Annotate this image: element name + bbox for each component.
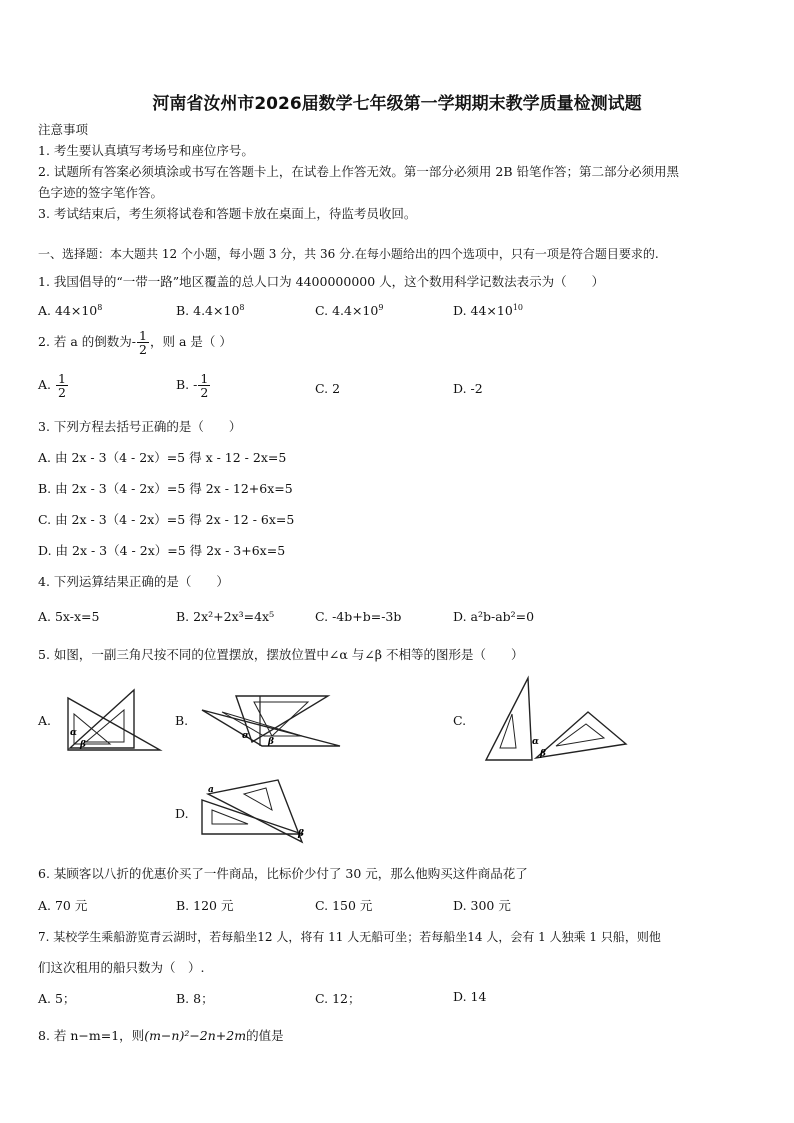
q5-option-c-label: C. [453,713,467,728]
q5-option-d-label: D. [175,806,189,821]
q7-stem-line1: 7. 某校学生乘船游览青云湖时，若每船坐12 人，将有 11 人无船可坐；若每船坐14 人，会有 1 人独乘 1 只船，则他 [38,930,661,944]
q4-option-a: A. 5x-x=5 [38,609,100,624]
q7-option-a: A. 5； [38,991,76,1006]
q1-option-c: C. $4.4\times 10^9$ [315,303,384,319]
q7-option-c: C. 12； [315,991,361,1006]
notice-item-3: 3. 考试结束后，考生须将试卷和答题卡放在桌面上，待监考员收回。 [38,206,417,221]
q6-stem: 6. 某顾客以八折的优惠价买了一件商品，比标价少付了 30 元，那么他购买这件商品花了 [38,866,528,881]
q5-option-b-label: B. [175,713,189,728]
q4-option-c: C. -4b+b=-3b [315,609,402,624]
notice-item-1: 1. 考生要认真填写考场号和座位序号。 [38,143,254,158]
q6-option-b: B. 120 元 [176,898,234,913]
q8-expression: (m−n)²−2n+2m [144,1028,247,1043]
notice-item-2-cont: 色字迹的签字笔作答。 [38,185,164,200]
q2-stem: 2. 若 a 的倒数为- $\frac{1}{2}$ ，则 a 是（ ） [38,328,232,357]
q2-option-c: C. 2 [315,381,341,396]
q5-option-a-label: A. [38,713,52,728]
q4-option-b: B. 2x²+2x³=4x⁵ [176,609,275,624]
q7-option-d: D. 14 [453,989,487,1004]
q7-option-b: B. 8； [176,991,214,1006]
q5-a-alpha: α [70,728,77,738]
q3-stem: 3. 下列方程去括号正确的是（ ） [38,419,242,434]
q6-option-a: A. 70 元 [38,898,88,913]
q1-option-a: A. $44\times 10^8$ [38,303,103,319]
q5-figure-a [60,686,166,756]
q5-figure-c [480,674,630,766]
q5-stem: 5. 如图，一副三角尺按不同的位置摆放，摆放位置中∠α 与∠β 不相等的图形是（ ） [38,647,524,662]
q1-stem: 1. 我国倡导的“一带一路”地区覆盖的总人口为 4400000000 人，这个数用科学记数法表示为（ ） [38,274,605,289]
notice-item-2: 2. 试题所有答案必须填涂或书写在答题卡上，在试卷上作答无效。第一部分必须用 2B 铅笔作答；第二部分必须用黑 [38,164,679,179]
q3-option-c: C. 由 2x - 3（4 - 2x）=5 得 2x - 12 - 6x=5 [38,512,295,527]
q2-option-b: B. - $\frac{1}{2}$ [176,371,209,400]
q2-option-d: D. -2 [453,381,483,396]
q5-figure-b [198,690,344,750]
q6-option-d: D. 300 元 [453,898,511,913]
q3-option-b: B. 由 2x - 3（4 - 2x）=5 得 2x - 12+6x=5 [38,481,293,496]
q1-option-b: B. $4.4\times 10^8$ [176,303,245,319]
q5-d-beta: β [298,829,304,839]
q7-stem-line2: 们这次租用的船只数为（ ）. [38,960,205,975]
q5-figure-d [198,778,318,848]
q5-a-beta: β [80,740,86,750]
section-heading: 一、选择题：本大题共 12 个小题，每小题 3 分，共 36 分.在每小题给出的四个选项中，只有一项是符合题目要求的. [38,247,659,261]
q8-stem: 8. 若 n−m=1，则(m−n)²−2n+2m的值是 [38,1028,284,1043]
q5-b-beta: β [268,737,274,747]
q5-c-beta: β [540,749,546,759]
q5-b-alpha: α [242,731,249,741]
q3-option-a: A. 由 2x - 3（4 - 2x）=5 得 x - 12 - 2x=5 [38,450,287,465]
q3-option-d: D. 由 2x - 3（4 - 2x）=5 得 2x - 3+6x=5 [38,543,286,558]
q6-option-c: C. 150 元 [315,898,373,913]
q5-c-alpha: α [532,737,539,747]
notice-heading: 注意事项 [38,122,89,137]
page-title: 河南省汝州市2026届数学七年级第一学期期末教学质量检测试题 [152,94,642,114]
q2-fraction: $\frac{1}{2}$ [139,328,147,357]
q4-option-d: D. a²b-ab²=0 [453,609,535,624]
q1-option-d: D. $44\times 10^{10}$ [453,303,523,319]
q4-stem: 4. 下列运算结果正确的是（ ） [38,574,229,589]
q5-d-alpha: a [208,785,214,795]
q2-option-a: A. $\frac{1}{2}$ [38,371,66,400]
